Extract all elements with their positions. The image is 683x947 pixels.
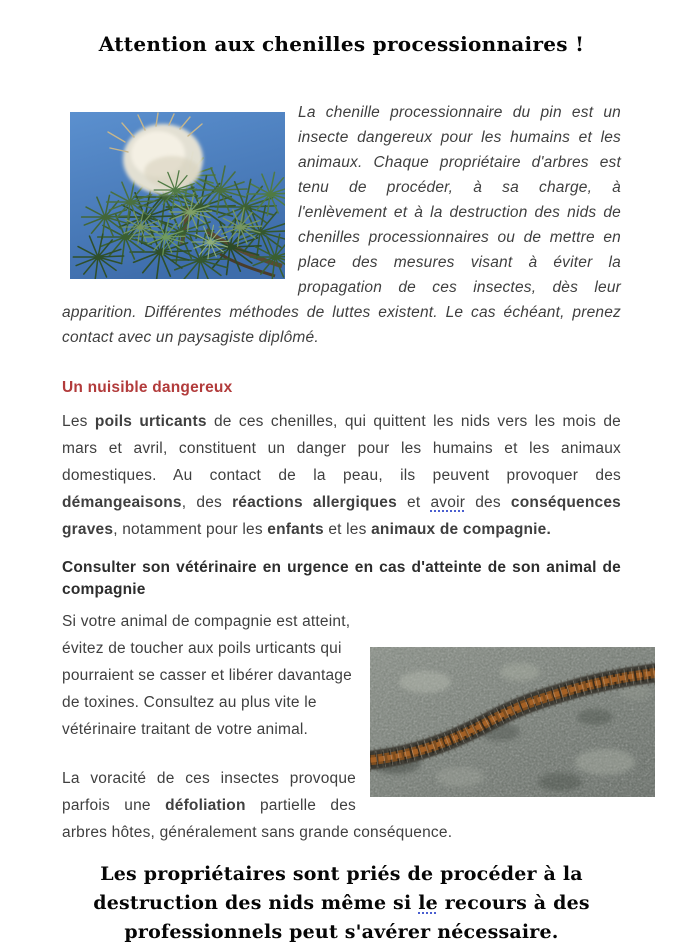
- grammar-marked-word: avoir: [430, 494, 466, 511]
- statement-line-3: professionnels peut s'avérer nécessaire.: [124, 921, 559, 943]
- pine-tree-image: [70, 112, 285, 279]
- text-run: et les: [323, 521, 372, 538]
- text-run: La voracité de ces insectes provoque parfois une: [62, 770, 356, 814]
- text-run: , des: [181, 494, 233, 511]
- grammar-marked-word: le: [418, 892, 438, 914]
- closing-statement: [62, 860, 621, 947]
- text-run: destruction des nids même si: [93, 892, 419, 914]
- bold-text-run: poils urticants: [94, 413, 207, 430]
- danger-section-heading: Un nuisible dangereux: [62, 379, 233, 396]
- page-title: Attention aux chenilles processionnaires !: [98, 32, 585, 56]
- text-run: de ces chenilles, qui quittent les nids vers les mois de mars et avril, constituent un danger pour les humains et les animaux domestiques. Au contact de la peau, ils peuvent provoquer des: [62, 413, 621, 484]
- intro-section: [62, 100, 621, 350]
- vet-section-heading: [62, 557, 621, 601]
- vet-heading-line-2: compagnie: [62, 581, 146, 598]
- document-page: [0, 32, 683, 947]
- bold-text-run: réactions allergiques: [232, 494, 397, 511]
- bold-text-run: enfants: [267, 521, 324, 538]
- caterpillar-image: [370, 647, 655, 797]
- bold-text-run: conséquences graves: [62, 494, 621, 538]
- text-run: partielle des arbres hôtes, généralement sans grande conséquence.: [62, 797, 453, 841]
- bold-text-run: animaux de compagnie.: [371, 521, 552, 538]
- bold-text-run: démangeaisons: [62, 494, 182, 511]
- text-run: Les: [62, 413, 95, 430]
- statement-line-2: [62, 889, 621, 918]
- bold-text-run: défoliation: [165, 797, 246, 814]
- vet-paragraph: Si votre animal de compagnie est atteint, évitez de toucher aux poils urticants qui pourraient se casser et libérer davantage de toxines. Consultez au plus vite le vétérinaire traitant de votre animal.: [62, 613, 352, 738]
- statement-line-1: Les propriétaires sont priés de procéder à la: [100, 863, 583, 885]
- danger-paragraph: [62, 408, 621, 543]
- text-run: des: [465, 494, 511, 511]
- text-run: , notamment pour les: [113, 521, 268, 538]
- text-run: recours à des: [437, 892, 590, 914]
- caterpillar-art: [370, 647, 655, 797]
- vet-heading-line-1: Consulter son vétérinaire en urgence en cas d'atteinte de son animal de: [62, 559, 621, 576]
- pine-tree-art: [70, 112, 285, 279]
- text-run: et: [396, 494, 431, 511]
- intro-text: La chenille processionnaire du pin est un insecte dangereux pour les humains et les animaux. Chaque propriétaire d'arbres est tenu de procéder, à sa charge, à l'enlèvement et à la destruction des nids de chenilles processionnaires ou de mettre en place des mesures visant à éviter la propagation de ces insectes, dès leur apparition. Différentes méthodes de luttes existent. Le cas échéant, prenez contact avec un paysagiste diplômé.: [62, 104, 621, 346]
